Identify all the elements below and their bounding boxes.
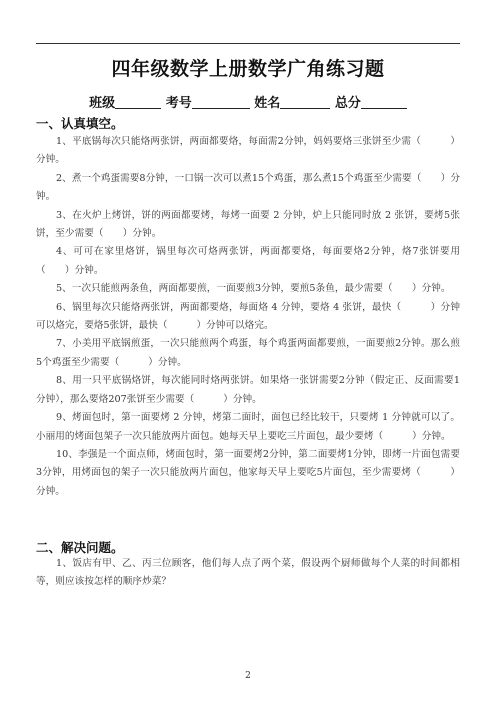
class-label: 班级 — [89, 96, 116, 111]
question-5: 5、一次只能煎两条鱼，两面都要煎，一面要煎3分钟，要煎5条鱼，最少需要（ ）分钟。 — [56, 283, 451, 295]
section-heading-problem-solving: 二、解决问题。 — [36, 540, 124, 555]
name-blank[interactable] — [280, 96, 330, 109]
score-label: 总分 — [334, 96, 361, 111]
section-1-questions — [36, 133, 460, 501]
question-7: 7、小美用平底锅煎蛋，一次只能煎两个鸡蛋，每个鸡蛋两面都要煎，一面要煎2分钟。那么煎5个鸡蛋至少需要（ ）分钟。 — [36, 338, 460, 368]
question-1: 1、平底锅每次只能烙两张饼，两面都要烙，每面需2分钟，妈妈要烙三张饼至少需（ ）分钟。 — [36, 136, 460, 166]
worksheet-title: 四年级数学上册数学广角练习题 — [111, 58, 385, 80]
problem-1: 1、饭店有甲、乙、丙三位顾客，他们每人点了两个菜，假设两个厨师做每个人菜的时间都相等，则应该按怎样的顺序炒菜？ — [36, 558, 460, 588]
page-number: 2 — [245, 671, 251, 681]
class-blank[interactable] — [115, 96, 161, 109]
question-9: 9、烤面包时，第一面要烤 2 分钟，烤第二面时，面包已经比较干，只要烤 1 分钟就可以了。小丽用的烤面包架子一次只能放两片面包。她每天早上要吃三片面包，最少要烤（ ）分钟。 — [36, 412, 460, 442]
question-10: 10、李强是一个面点师，烤面包时，第一面要烤2分钟，第二面要烤1分钟，即烤一片面包需要3分钟，用烤面包的架子一次只能放两片面包，他家每天早上要吃5片面包，至少需要烤（ ）分钟。 — [36, 448, 460, 497]
score-blank[interactable] — [361, 96, 407, 109]
section-2-questions — [36, 555, 460, 592]
question-8: 8、用一只平底锅烙饼，每次能同时烙两张饼。如果烙一张饼需要2分钟（假定正、反面需要1分钟），那么要烙207张饼至少需要（ ）分钟。 — [36, 375, 460, 405]
question-2: 2、煮一个鸡蛋需要8分钟，一口锅一次可以煮15个鸡蛋，那么煮15个鸡蛋至少需要（ ）分钟。 — [36, 172, 460, 203]
exam-no-blank[interactable] — [192, 96, 250, 109]
question-4: 4、可可在家里烙饼，锅里每次可烙两张饼，两面都要烙，每面要烙2分钟，烙7张饼要用（ ）分钟。 — [36, 246, 460, 276]
header-rule — [36, 43, 460, 44]
student-info-fields — [0, 92, 496, 111]
exam-no-label: 考号 — [165, 96, 192, 111]
question-6: 6、锅里每次只能烙两张饼，两面都要烙，每面烙 4 分钟，要烙 4 张饼，最快（ ）分钟可以烙完，要烙5张饼，最快（ ）分钟可以烙完。 — [36, 301, 460, 332]
question-3: 3、在火炉上烤饼，饼的两面都要烤，每烤一面要 2 分钟，炉上只能同时放 2 张饼，要烤5张饼，至少需要（ ）分钟。 — [36, 209, 460, 240]
name-label: 姓名 — [254, 96, 281, 111]
section-heading-fill-blanks: 一、认真填空。 — [36, 116, 124, 131]
